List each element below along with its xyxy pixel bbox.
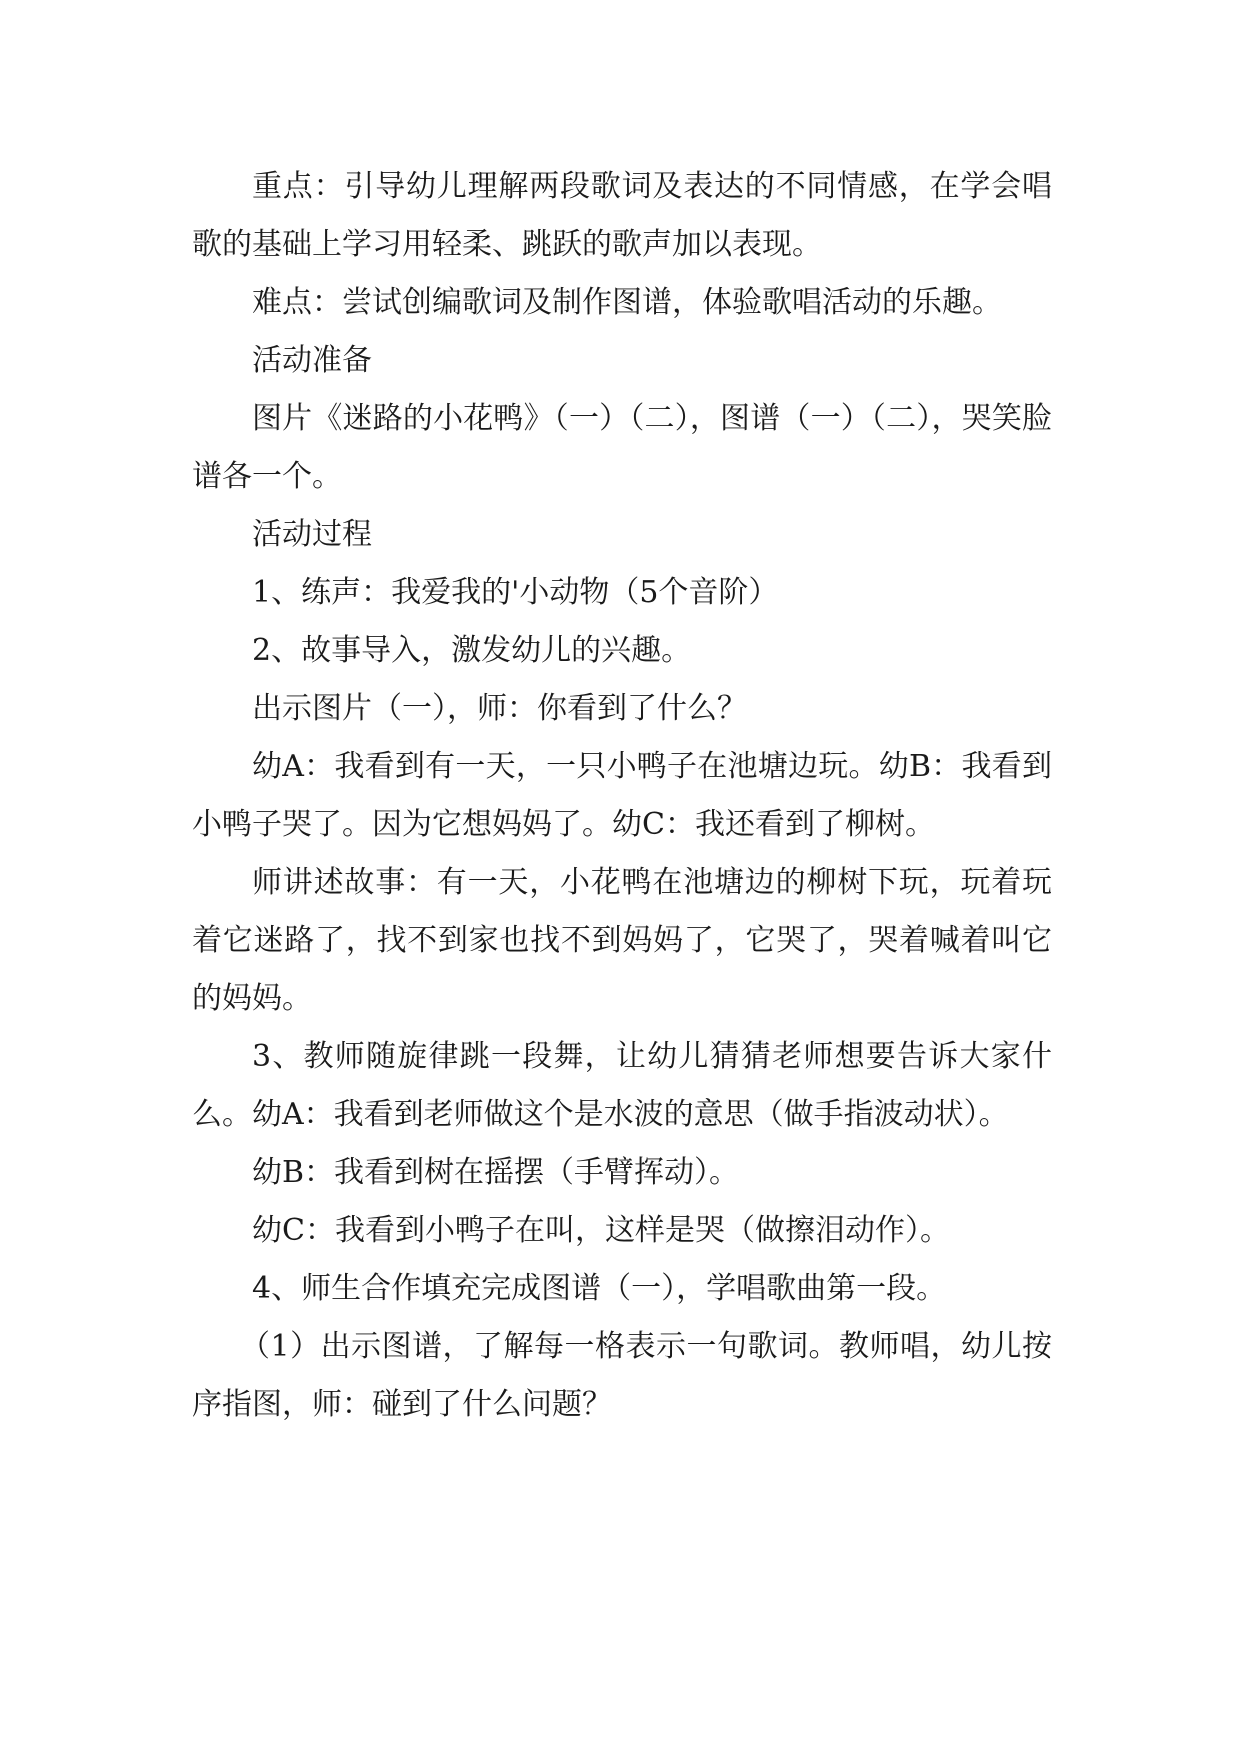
paragraph-difficulty: 难点：尝试创编歌词及制作图谱，体验歌唱活动的乐趣。 <box>252 285 1002 320</box>
paragraph-show-picture: 出示图片（一），师：你看到了什么？ <box>252 691 747 726</box>
heading-activity-preparation: 活动准备 <box>252 343 372 378</box>
paragraph-materials: 图片《迷路的小花鸭》（一）（二），图谱（一）（二），哭笑脸谱各一个。 <box>192 401 1052 494</box>
heading-activity-process: 活动过程 <box>252 517 372 552</box>
paragraph-step-1: 1、练声：我爱我的'小动物（5个音阶） <box>252 575 779 610</box>
paragraph-child-c: 幼C：我看到小鸭子在叫，这样是哭（做擦泪动作）。 <box>252 1213 950 1248</box>
paragraph-children-answers: 幼A：我看到有一天，一只小鸭子在池塘边玩。幼B：我看到小鸭子哭了。因为它想妈妈了。幼C：我还看到了柳树。 <box>192 749 1052 842</box>
paragraph-step-3: 3、教师随旋律跳一段舞，让幼儿猜猜老师想要告诉大家什么。幼A：我看到老师做这个是水波的意思（做手指波动状）。 <box>192 1039 1052 1132</box>
paragraph-teacher-story: 师讲述故事：有一天，小花鸭在池塘边的柳树下玩，玩着玩着它迷路了，找不到家也找不到妈妈了，它哭了，哭着喊着叫它的妈妈。 <box>192 865 1052 1016</box>
paragraph-step-4: 4、师生合作填充完成图谱（一），学唱歌曲第一段。 <box>252 1271 947 1306</box>
document-body <box>192 158 1052 1434</box>
paragraph-step-2: 2、故事导入，激发幼儿的兴趣。 <box>252 633 692 668</box>
paragraph-child-b: 幼B：我看到树在摇摆（手臂挥动）。 <box>252 1155 740 1190</box>
paragraph-key-point: 重点：引导幼儿理解两段歌词及表达的不同情感，在学会唱歌的基础上学习用轻柔、跳跃的歌声加以表现。 <box>192 169 1052 262</box>
paragraph-step-4-1: （1）出示图谱，了解每一格表示一句歌词。教师唱，幼儿按序指图，师：碰到了什么问题？ <box>192 1329 1052 1422</box>
